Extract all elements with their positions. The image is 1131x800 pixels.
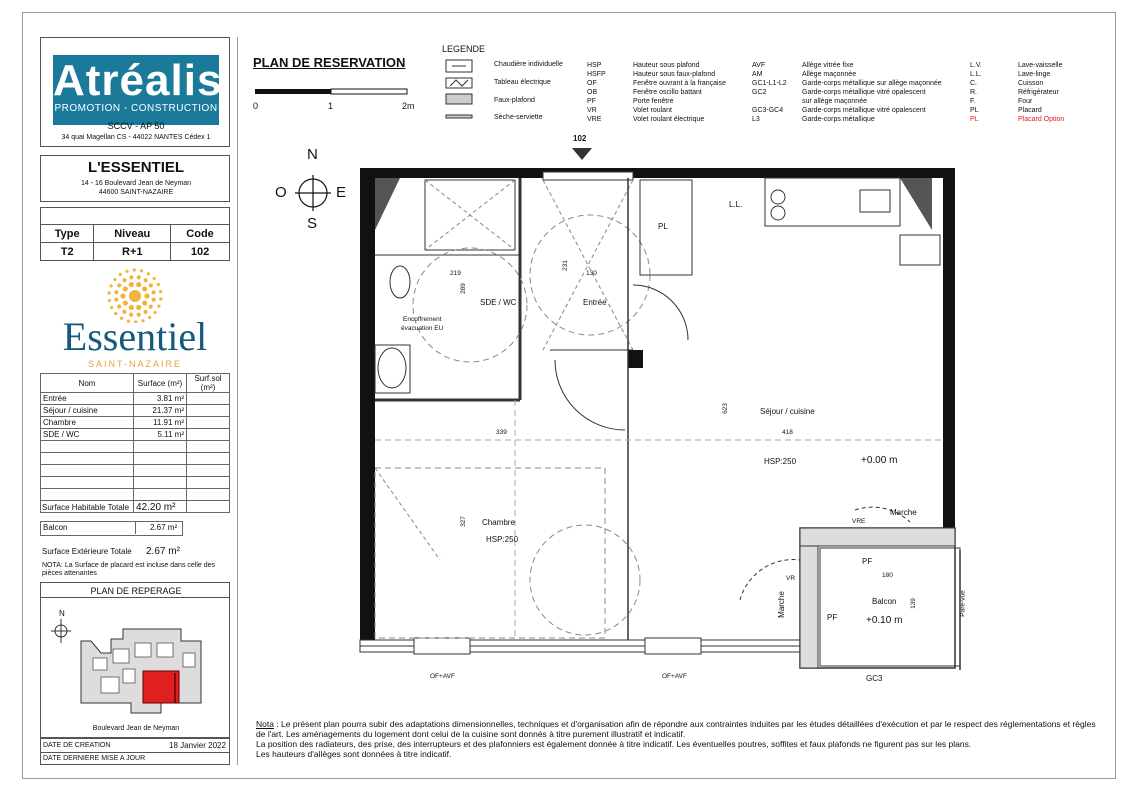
room-surface: 5.11 m² — [134, 429, 187, 441]
legend-text: Placard Option — [1018, 116, 1065, 123]
balcon-label: Balcon — [43, 523, 68, 532]
compass-s: S — [307, 215, 318, 232]
room-name: Entrée — [41, 393, 134, 405]
type-header: Type — [41, 225, 94, 243]
unit-marker-icon — [572, 148, 592, 160]
legend-text: Four — [1018, 98, 1033, 105]
creation-label: DATE DE CREATION — [43, 742, 111, 749]
empty-row — [41, 477, 134, 489]
towel-dryer-icon — [446, 115, 472, 118]
legend-text: Fenêtre oscillo battant — [633, 89, 702, 96]
level-sejour: +0.00 m — [861, 455, 898, 466]
legend-symbol: Tableau électrique — [494, 79, 551, 86]
legend-entry — [752, 88, 942, 97]
legend-entry — [970, 79, 1064, 88]
legend-code: PF — [587, 98, 596, 105]
room-name: SDE / WC — [41, 429, 134, 441]
surface-table-block — [40, 373, 230, 513]
compass-o: O — [275, 184, 287, 201]
empty-row — [41, 441, 134, 453]
logo-wordmark: Atréalis — [53, 56, 223, 105]
compass-n: N — [307, 146, 318, 163]
legend-code: OB — [587, 89, 598, 96]
habitable-label: Surface Habitable Totale — [42, 503, 130, 512]
dim-180: 180 — [882, 572, 893, 579]
vr: VR — [786, 575, 796, 582]
room-surface: 21.37 m² — [134, 405, 187, 417]
code-value: 102 — [171, 243, 230, 261]
legend-entry — [587, 70, 726, 79]
legend-text: Cuisson — [1018, 80, 1044, 87]
room-balcon: Balcon — [872, 597, 897, 606]
note-line-3: Les hauteurs d'allèges sont données à titre indicatif. — [256, 749, 452, 759]
habitable-value: 42.20 m² — [136, 502, 176, 513]
legend-entry — [970, 106, 1064, 115]
compass-e: E — [336, 184, 347, 201]
pf-1: PF — [862, 557, 873, 566]
plan-title: PLAN DE RESERVATION — [253, 55, 406, 70]
empty-row — [41, 453, 134, 465]
legend-text: Hauteur sous faux-plafond — [633, 71, 716, 78]
reperage-north: N — [59, 609, 65, 618]
room-name: Séjour / cuisine — [41, 405, 134, 417]
legend — [442, 44, 1082, 129]
legend-code: L3 — [752, 116, 760, 123]
legend-text: Volet roulant électrique — [633, 116, 705, 123]
dates-block — [40, 738, 230, 765]
legend-text: Volet roulant — [633, 107, 672, 114]
dim-139: 139 — [909, 598, 917, 609]
scale-0: 0 — [253, 101, 259, 111]
legend-code: VRE — [587, 116, 602, 123]
legend-text: Fenêtre ouvrant à la française — [633, 80, 726, 87]
legend-code: PL — [970, 107, 979, 114]
note-label: Nota — [256, 719, 274, 729]
niveau-value: R+1 — [94, 243, 171, 261]
code-header: Code — [171, 225, 230, 243]
project-address-1: 14 - 16 Boulevard Jean de Neyman — [80, 180, 192, 187]
company-address: 34 quai Magellan CS - 44022 NANTES Cédex 1 — [61, 134, 211, 141]
project-block — [40, 155, 230, 202]
room-sejour: Séjour / cuisine — [760, 407, 815, 416]
creation-value: 18 Janvier 2022 — [169, 741, 226, 750]
legend-code: F. — [970, 98, 976, 105]
legend-entry — [970, 70, 1064, 79]
dim-231: 231 — [561, 260, 569, 271]
surface-header-surface: Surface (m²) — [134, 374, 187, 393]
legend-entry — [587, 106, 726, 115]
room-sde: SDE / WC — [480, 298, 517, 307]
room-name: Chambre — [41, 417, 134, 429]
label-pl: PL — [658, 222, 668, 231]
legend-code: PL — [970, 116, 979, 123]
legend-symbol: Faux-plafond — [494, 97, 535, 104]
ext-value: 2.67 m² — [146, 546, 180, 557]
legend-code: C. — [970, 80, 977, 87]
legend-entry — [752, 79, 942, 88]
legend-entry — [587, 97, 726, 106]
legend-entry — [752, 115, 942, 124]
legend-entry — [587, 61, 726, 70]
legend-entry — [970, 115, 1064, 124]
surface-header-sol: Surf.sol (m²) — [187, 374, 230, 393]
room-entree: Entrée — [583, 298, 607, 307]
legend-entry — [587, 115, 726, 124]
room-sol — [187, 393, 230, 405]
unit-info-block — [40, 207, 230, 263]
legend-symbol: Sèche-serviette — [494, 114, 543, 121]
level-balcon: +0.10 m — [866, 615, 903, 626]
legend-text: Allège maçonnée — [802, 71, 857, 78]
reperage-map — [41, 613, 231, 723]
legend-entry — [587, 79, 726, 88]
legend-text: Réfrigérateur — [1018, 89, 1059, 96]
dim-289: 289 — [459, 283, 467, 294]
reperage-block — [40, 582, 230, 738]
atrealis-logo — [53, 55, 223, 125]
legend-symbol: Chaudière individuelle — [494, 61, 563, 68]
room-sol — [187, 429, 230, 441]
legend-code: GC2 — [752, 89, 767, 96]
scale-2: 2m — [402, 101, 415, 111]
building-footprint — [81, 629, 201, 713]
empty-row — [41, 489, 134, 501]
ofavf-2: OF+AVF — [662, 673, 687, 680]
company-entity: SCCV - AP 50 — [107, 121, 165, 131]
legend-code: GC1-L1-L2 — [752, 80, 787, 87]
room-encoffrement-2: évacuation EU — [401, 325, 444, 332]
legend-text: Lave-linge — [1018, 71, 1051, 78]
legend-entry — [752, 70, 942, 79]
legend-entry — [752, 97, 942, 106]
legend-code: AVF — [752, 62, 766, 69]
compass-rose — [272, 145, 362, 235]
note-block — [256, 719, 1096, 759]
dim-418: 418 — [782, 429, 793, 436]
legend-code: GC3-GC4 — [752, 107, 784, 114]
legend-entry — [587, 88, 726, 97]
legend-entry — [970, 88, 1064, 97]
legend-code: OF — [587, 80, 597, 87]
legend-title: LEGENDE — [442, 44, 486, 54]
type-value: T2 — [41, 243, 94, 261]
compass-icon — [51, 619, 71, 643]
room-sol — [187, 417, 230, 429]
hsp-chambre: HSP:250 — [486, 535, 519, 544]
project-address-2: 44600 SAINT-NAZAIRE — [98, 189, 174, 196]
surface-note: NOTA: La Surface de placard est incluse dans celle des pièces attenantes — [42, 562, 216, 577]
gc3: GC3 — [866, 674, 883, 683]
reperage-title: PLAN DE REPERAGE — [90, 586, 182, 596]
ext-label: Surface Extérieure Totale — [42, 547, 132, 556]
room-encoffrement: Encoffrement — [403, 316, 442, 323]
legend-entry — [752, 61, 942, 70]
surface-table — [40, 373, 230, 513]
room-surface: 3.81 m² — [134, 393, 187, 405]
false-ceiling-icon — [446, 94, 472, 104]
parevue: Pare-vue — [959, 590, 967, 617]
legend-text: Garde-corps métallique — [802, 116, 875, 123]
legend-text: Placard — [1018, 107, 1042, 114]
legend-code: R. — [970, 89, 977, 96]
niveau-header: Niveau — [94, 225, 171, 243]
dim-327: 327 — [459, 516, 467, 527]
ofavf-1: OF+AVF — [430, 673, 455, 680]
legend-text: Lave-vaisselle — [1018, 62, 1063, 69]
legend-code: HSP — [587, 62, 602, 69]
dim-219: 219 — [450, 270, 461, 277]
company-logo-block — [40, 37, 230, 147]
note-text: : Le présent plan pourra subir des adaptations dimensionnelles, techniques et d'organisation afin de répondre aux contraintes induites par les études détaillées d'exécution et par le respect des réglementations et règles de l'art. Les aménagements du logement dont celui de la cuisine sont donnés à titre purement illustratif et indicatif. — [256, 719, 1096, 739]
project-name: L'ESSENTIEL — [87, 159, 185, 176]
legend-text: Garde-corps métallique vitré opalescent — [802, 107, 926, 114]
unit-table-spacer — [41, 208, 230, 225]
unit-table — [40, 207, 230, 261]
scale-1: 1 — [328, 101, 334, 111]
reperage-caption: Boulevard Jean de Neyman — [92, 725, 180, 732]
logo-tagline: PROMOTION - CONSTRUCTION — [54, 103, 218, 114]
essentiel-city: SAINT-NAZAIRE — [87, 359, 182, 369]
pf-2: PF — [827, 613, 838, 622]
balcon-value: 2.67 m² — [150, 523, 178, 532]
unit-highlight — [143, 671, 179, 703]
room-chambre: Chambre — [482, 518, 515, 527]
room-sol — [187, 405, 230, 417]
legend-code: L.V. — [970, 62, 982, 69]
note-line-2: La position des radiateurs, des prise, des interrupteurs et des plafonniers est également donnée à titre indicatif. Les éventuelles poutres, soffites et faux plafonds ne figurent pas sur les plans. — [256, 739, 972, 749]
legend-text: Allège vitrée fixe — [802, 62, 854, 69]
legend-entry — [752, 106, 942, 115]
legend-code: AM — [752, 71, 763, 78]
legend-text: Garde-corps métallique vitré opalescent — [802, 89, 926, 96]
marche-2: Marche — [776, 591, 786, 618]
legend-entry — [970, 97, 1064, 106]
legend-entry — [970, 61, 1064, 70]
unit-marker: 102 — [573, 134, 587, 143]
hsp-sejour: HSP:250 — [764, 457, 797, 466]
essentiel-logo — [40, 263, 230, 373]
empty-row — [41, 465, 134, 477]
update-label: DATE DERNIERE MISE A JOUR — [43, 755, 146, 762]
marche-1: Marche — [890, 508, 917, 517]
label-ll: L.L. — [729, 200, 743, 209]
surface-header-name: Nom — [41, 374, 134, 393]
dim-623: 623 — [721, 403, 729, 414]
legend-text: Porte fenêtre — [633, 98, 674, 105]
scale-bar — [253, 85, 413, 115]
legend-text: sur allège maçonnée — [802, 98, 867, 105]
legend-code: VR — [587, 107, 597, 114]
room-surface: 11.91 m² — [134, 417, 187, 429]
essentiel-wordmark: Essentiel — [62, 314, 208, 359]
vre: VRE — [852, 518, 866, 525]
legend-code: L.L. — [970, 71, 982, 78]
legend-text: Garde-corps métallique sur allège maçonnée — [802, 80, 942, 87]
legend-code: HSFP — [587, 71, 606, 78]
legend-text: Hauteur sous plafond — [633, 62, 700, 69]
dim-339: 339 — [496, 429, 507, 436]
dim-130: 130 — [586, 270, 597, 277]
